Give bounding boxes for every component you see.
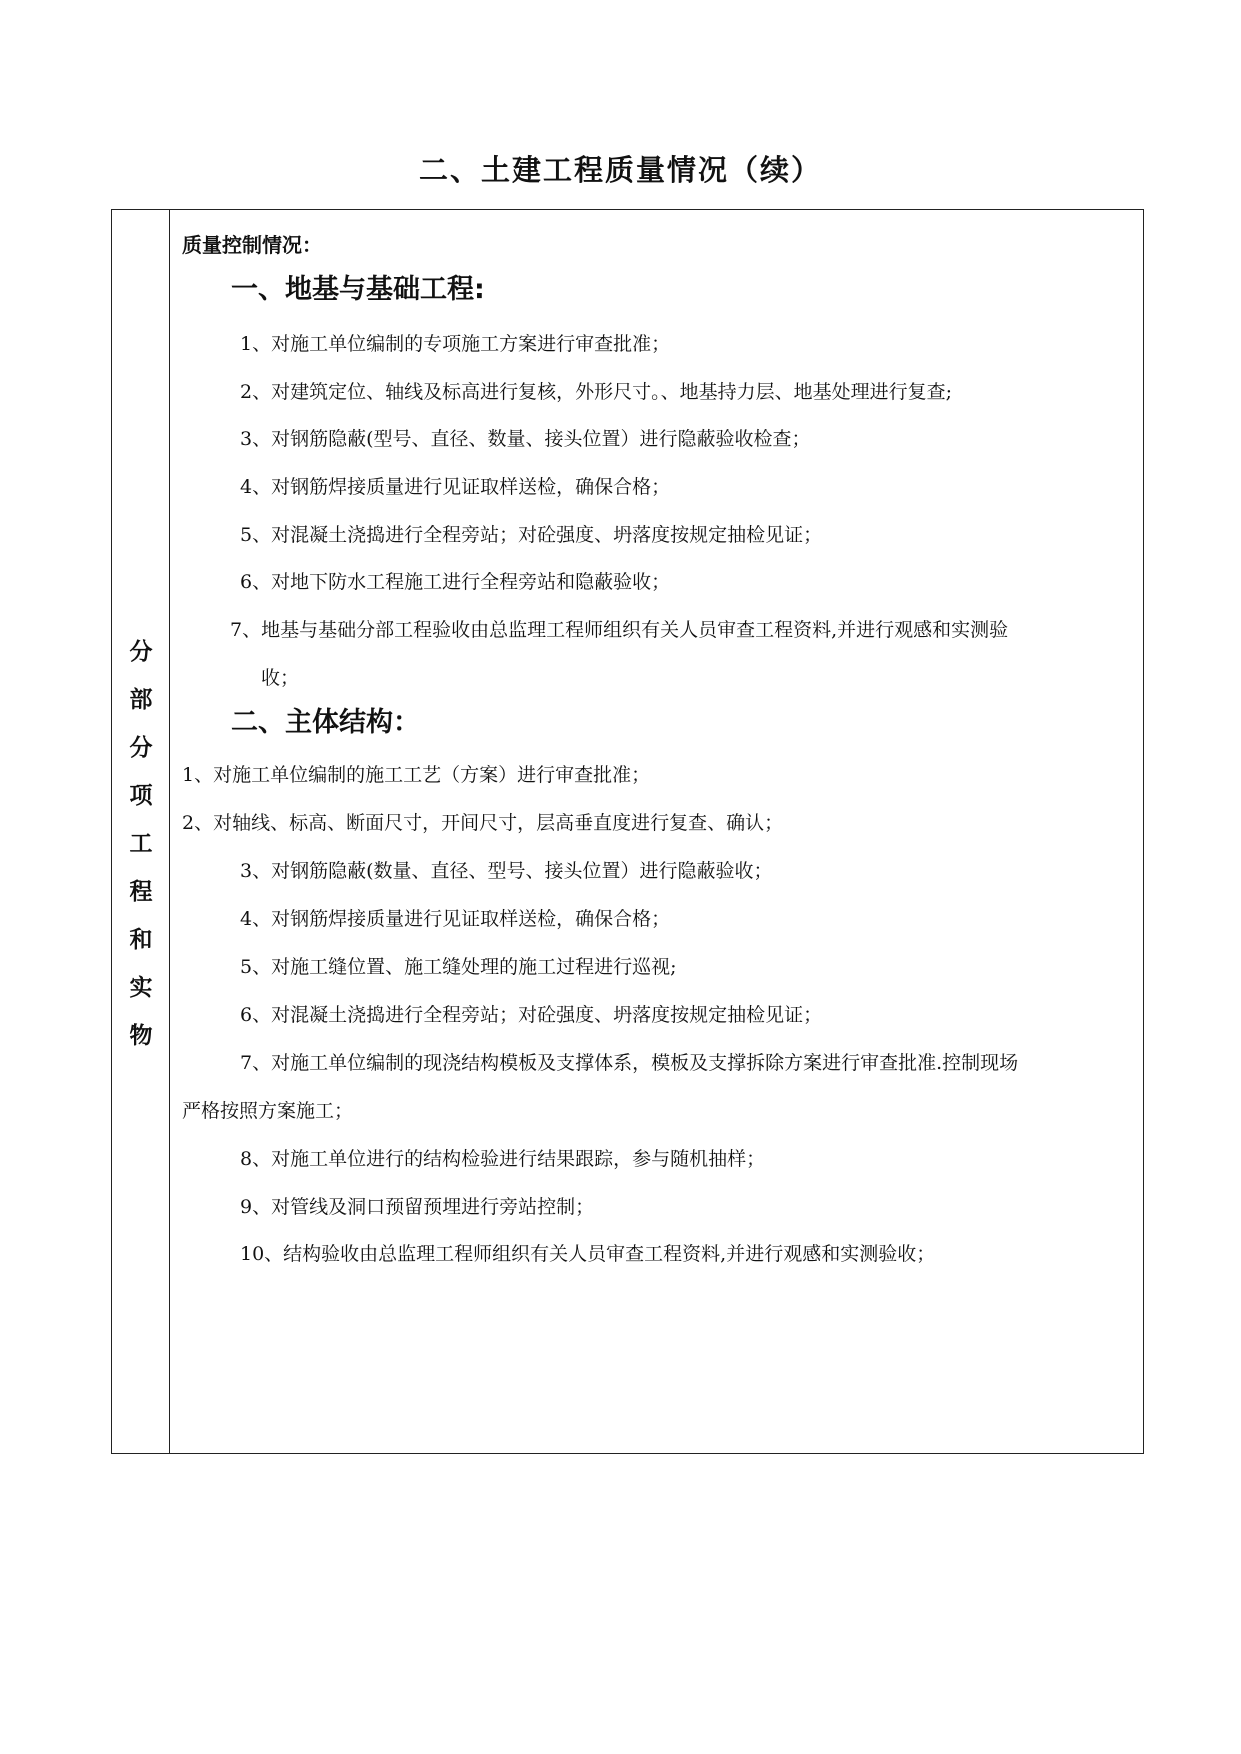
category-char: 分 xyxy=(129,735,153,761)
category-char: 程 xyxy=(129,879,153,905)
category-char: 项 xyxy=(129,783,153,809)
list-item: 4、对钢筋焊接质量进行见证取样送检，确保合格； xyxy=(240,908,671,930)
list-item: 10、结构验收由总监理工程师组织有关人员审查工程资料,并进行观感和实测验收； xyxy=(240,1243,936,1265)
list-item: 7、对施工单位编制的现浇结构模板及支撑体系，模板及支撑拆除方案进行审查批准.控制现场 xyxy=(240,1052,1019,1074)
list-item: 3、对钢筋隐蔽(数量、直径、型号、接头位置）进行隐蔽验收； xyxy=(240,860,773,882)
section-heading-foundation: 一、地基与基础工程: xyxy=(231,274,485,305)
category-char: 分 xyxy=(129,639,153,665)
category-label xyxy=(112,628,170,1060)
quality-table xyxy=(111,209,1144,1454)
list-item: 1、对施工单位编制的施工工艺（方案）进行审查批准； xyxy=(182,764,651,786)
category-char: 部 xyxy=(129,687,153,713)
content-cell xyxy=(170,210,1143,1453)
list-item-continuation: 收； xyxy=(261,667,300,689)
category-char: 实 xyxy=(129,975,153,1001)
section-heading-main-structure: 二、主体结构： xyxy=(231,707,420,738)
list-item-continuation: 严格按照方案施工； xyxy=(182,1100,354,1122)
category-char: 物 xyxy=(129,1023,153,1049)
category-cell xyxy=(112,210,170,1453)
page-title: 二、土建工程质量情况（续） xyxy=(418,153,822,187)
list-item: 5、对施工缝位置、施工缝处理的施工过程进行巡视; xyxy=(240,956,677,978)
intro-heading: 质量控制情况： xyxy=(182,233,322,257)
list-item: 6、对混凝土浇捣进行全程旁站；对砼强度、坍落度按规定抽检见证； xyxy=(240,1004,823,1026)
list-item: 1、对施工单位编制的专项施工方案进行审查批准； xyxy=(240,333,671,355)
list-item: 3、对钢筋隐蔽(型号、直径、数量、接头位置）进行隐蔽验收检查； xyxy=(240,428,811,450)
list-item: 5、对混凝土浇捣进行全程旁站；对砼强度、坍落度按规定抽检见证； xyxy=(240,524,823,546)
list-item: 2、对建筑定位、轴线及标高进行复核，外形尺寸。、地基持力层、地基处理进行复查; xyxy=(240,381,952,403)
list-item: 2、对轴线、标高、断面尺寸，开间尺寸，层高垂直度进行复查、确认； xyxy=(182,812,784,834)
category-char: 和 xyxy=(129,927,153,953)
list-item: 6、对地下防水工程施工进行全程旁站和隐蔽验收； xyxy=(240,571,671,593)
list-item: 8、对施工单位进行的结构检验进行结果跟踪，参与随机抽样； xyxy=(240,1148,766,1170)
list-item: 9、对管线及洞口预留预埋进行旁站控制； xyxy=(240,1196,595,1218)
list-item: 7、地基与基础分部工程验收由总监理工程师组织有关人员审查工程资料,并进行观感和实测验 xyxy=(230,619,1009,641)
list-item: 4、对钢筋焊接质量进行见证取样送检，确保合格； xyxy=(240,476,671,498)
category-char: 工 xyxy=(129,831,153,857)
